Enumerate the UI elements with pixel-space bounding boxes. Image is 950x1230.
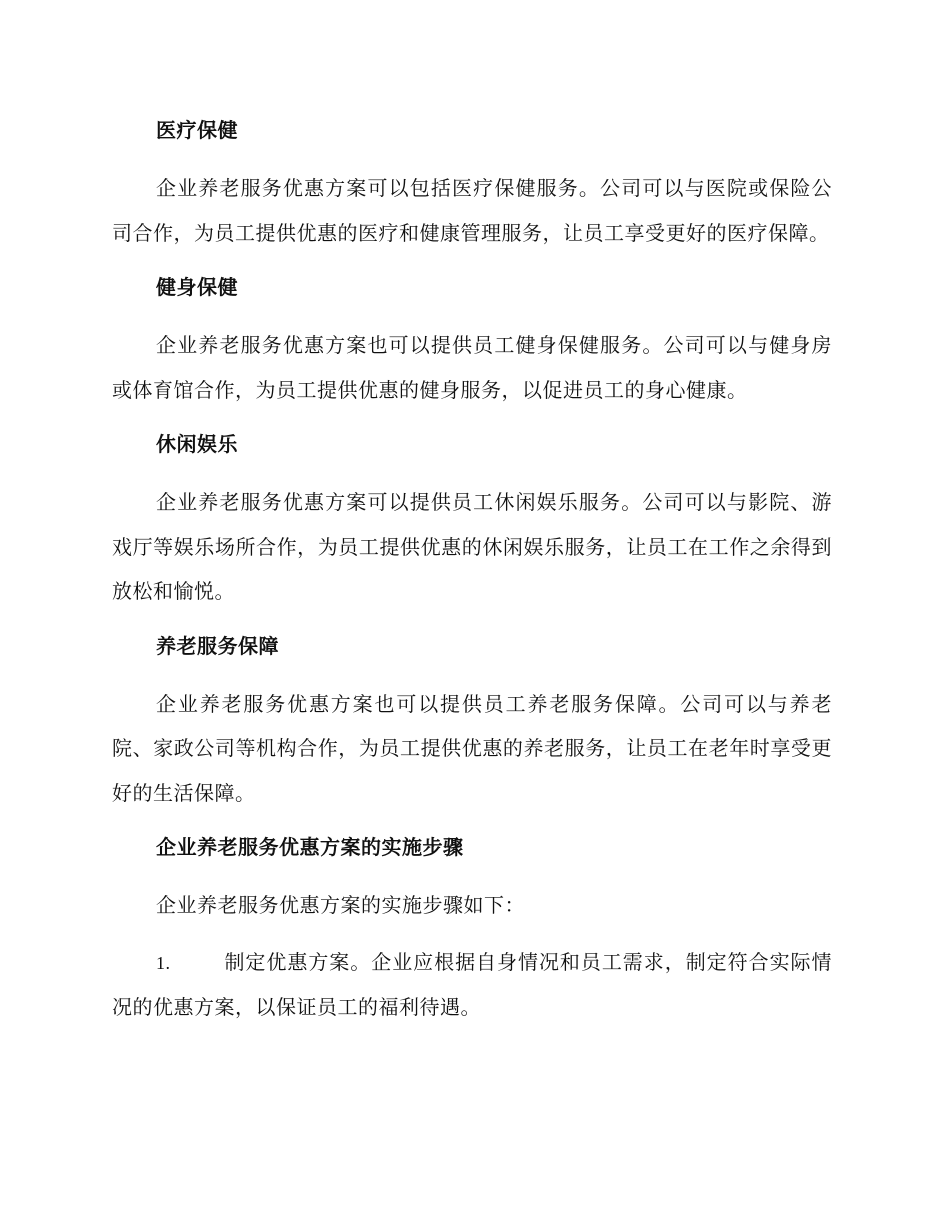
section-heading-implementation: 企业养老服务优惠方案的实施步骤 <box>156 835 464 859</box>
section-body-leisure: 企业养老服务优惠方案可以提供员工休闲娱乐服务。公司可以与影院、游戏厅等娱乐场所合作，为员工提供优惠的休闲娱乐服务，让员工在工作之余得到放松和愉悦。 <box>112 490 832 603</box>
section-heading-fitness: 健身保健 <box>156 275 238 299</box>
document-content <box>112 110 832 1030</box>
list-item-number: 1. <box>156 952 171 973</box>
section-heading-medical: 医疗保健 <box>156 118 238 142</box>
list-item <box>112 940 832 1030</box>
section-body-implementation: 企业养老服务优惠方案的实施步骤如下： <box>156 893 525 917</box>
section-heading-leisure: 休闲娱乐 <box>156 432 238 456</box>
list-item-text: 制定优惠方案。企业应根据自身情况和员工需求，制定符合实际情况的优惠方案，以保证员工的福利待遇。 <box>112 949 832 1019</box>
section-body-fitness: 企业养老服务优惠方案也可以提供员工健身保健服务。公司可以与健身房或体育馆合作，为员工提供优惠的健身服务，以促进员工的身心健康。 <box>112 333 832 402</box>
section-body-elderly-care: 企业养老服务优惠方案也可以提供员工养老服务保障。公司可以与养老院、家政公司等机构合作，为员工提供优惠的养老服务，让员工在老年时享受更好的生活保障。 <box>112 691 832 805</box>
section-heading-elderly-care: 养老服务保障 <box>156 633 279 658</box>
section-body-medical: 企业养老服务优惠方案可以包括医疗保健服务。公司可以与医院或保险公司合作，为员工提供优惠的医疗和健康管理服务，让员工享受更好的医疗保障。 <box>112 176 832 245</box>
